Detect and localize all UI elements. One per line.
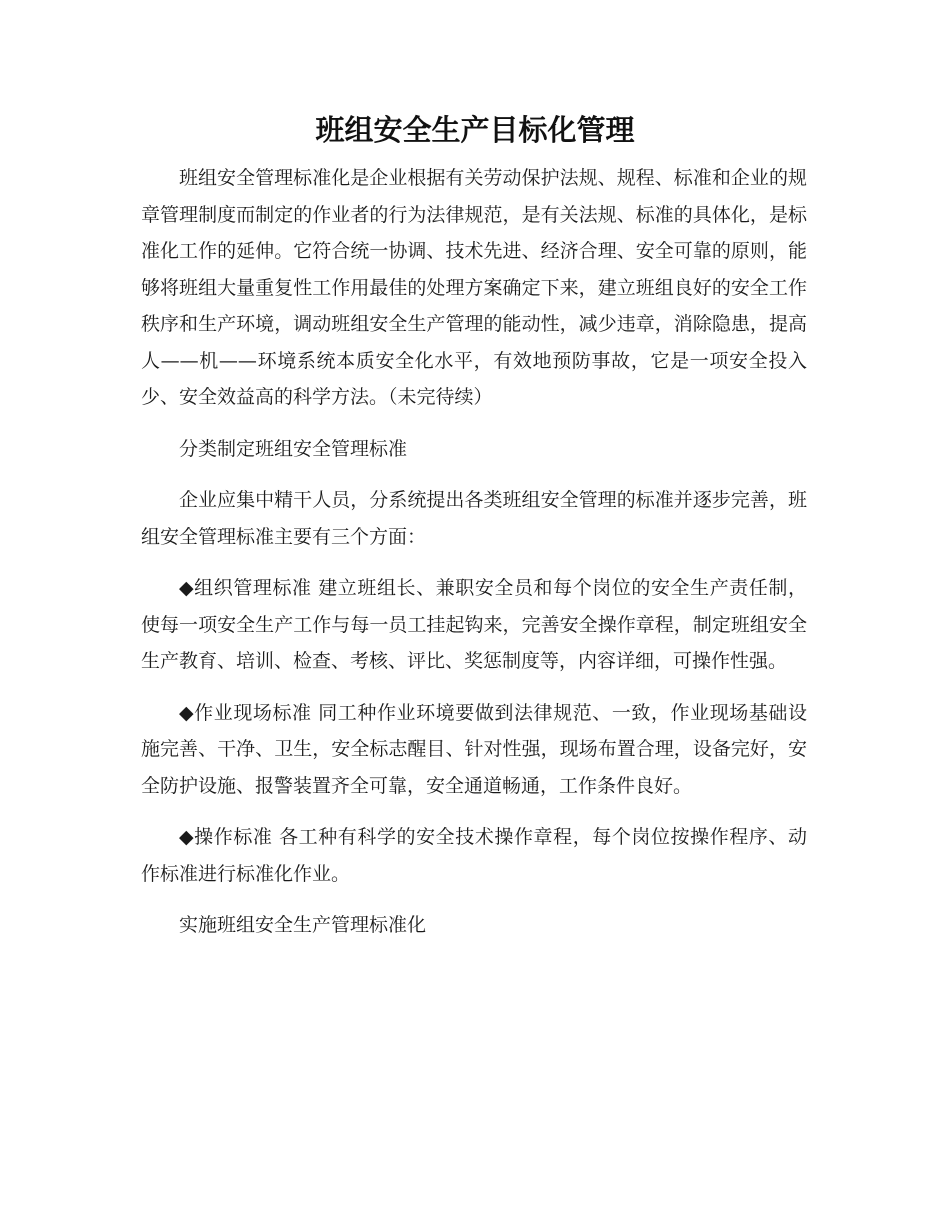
body-paragraph-intro: 班组安全管理标准化是企业根据有关劳动保护法规、规程、标准和企业的规章管理制度而制定的作业者的行为法律规范，是有关法规、标准的具体化，是标准化工作的延伸。它符合统一协调、技术先进、经济合理、安全可靠的原则，能够将班组大量重复性工作用最佳的处理方案确定下来，建立班组良好的安全工作秩序和生产环境，调动班组安全生产管理的能动性，减少违章，消除隐患，提高人——机——环境系统本质安全化水平，有效地预防事故，它是一项安全投入少、安全效益高的科学方法。（未完待续）: [141, 167, 807, 408]
list-item-site-standard: ◆作业现场标准 同工种作业环境要做到法律规范、一致，作业现场基础设施完善、干净、卫生，安全标志醒目、针对性强，现场布置合理，设备完好，安全防护设施、报警装置齐全可靠，安全通道畅通，工作条件良好。: [141, 701, 807, 797]
section-heading-classify: 分类制定班组安全管理标准: [179, 437, 408, 460]
list-item-operation-standard: ◆操作标准 各工种有科学的安全技术操作章程，每个岗位按操作程序、动作标准进行标准化作业。: [141, 826, 807, 885]
body-paragraph-overview: 企业应集中精干人员，分系统提出各类班组安全管理的标准并逐步完善，班组安全管理标准主要有三个方面：: [141, 489, 807, 548]
section-heading-implement: 实施班组安全生产管理标准化: [179, 914, 427, 936]
list-item-organization-standard: ◆组织管理标准 建立班组长、兼职安全员和每个岗位的安全生产责任制，使每一项安全生产工作与每一员工挂起钩来，完善安全操作章程，制定班组安全生产教育、培训、检查、考核、评比、奖惩制度等，内容详细，可操作性强。: [141, 577, 807, 672]
document-title: 班组安全生产目标化管理: [315, 113, 635, 147]
document-body: [141, 160, 807, 959]
